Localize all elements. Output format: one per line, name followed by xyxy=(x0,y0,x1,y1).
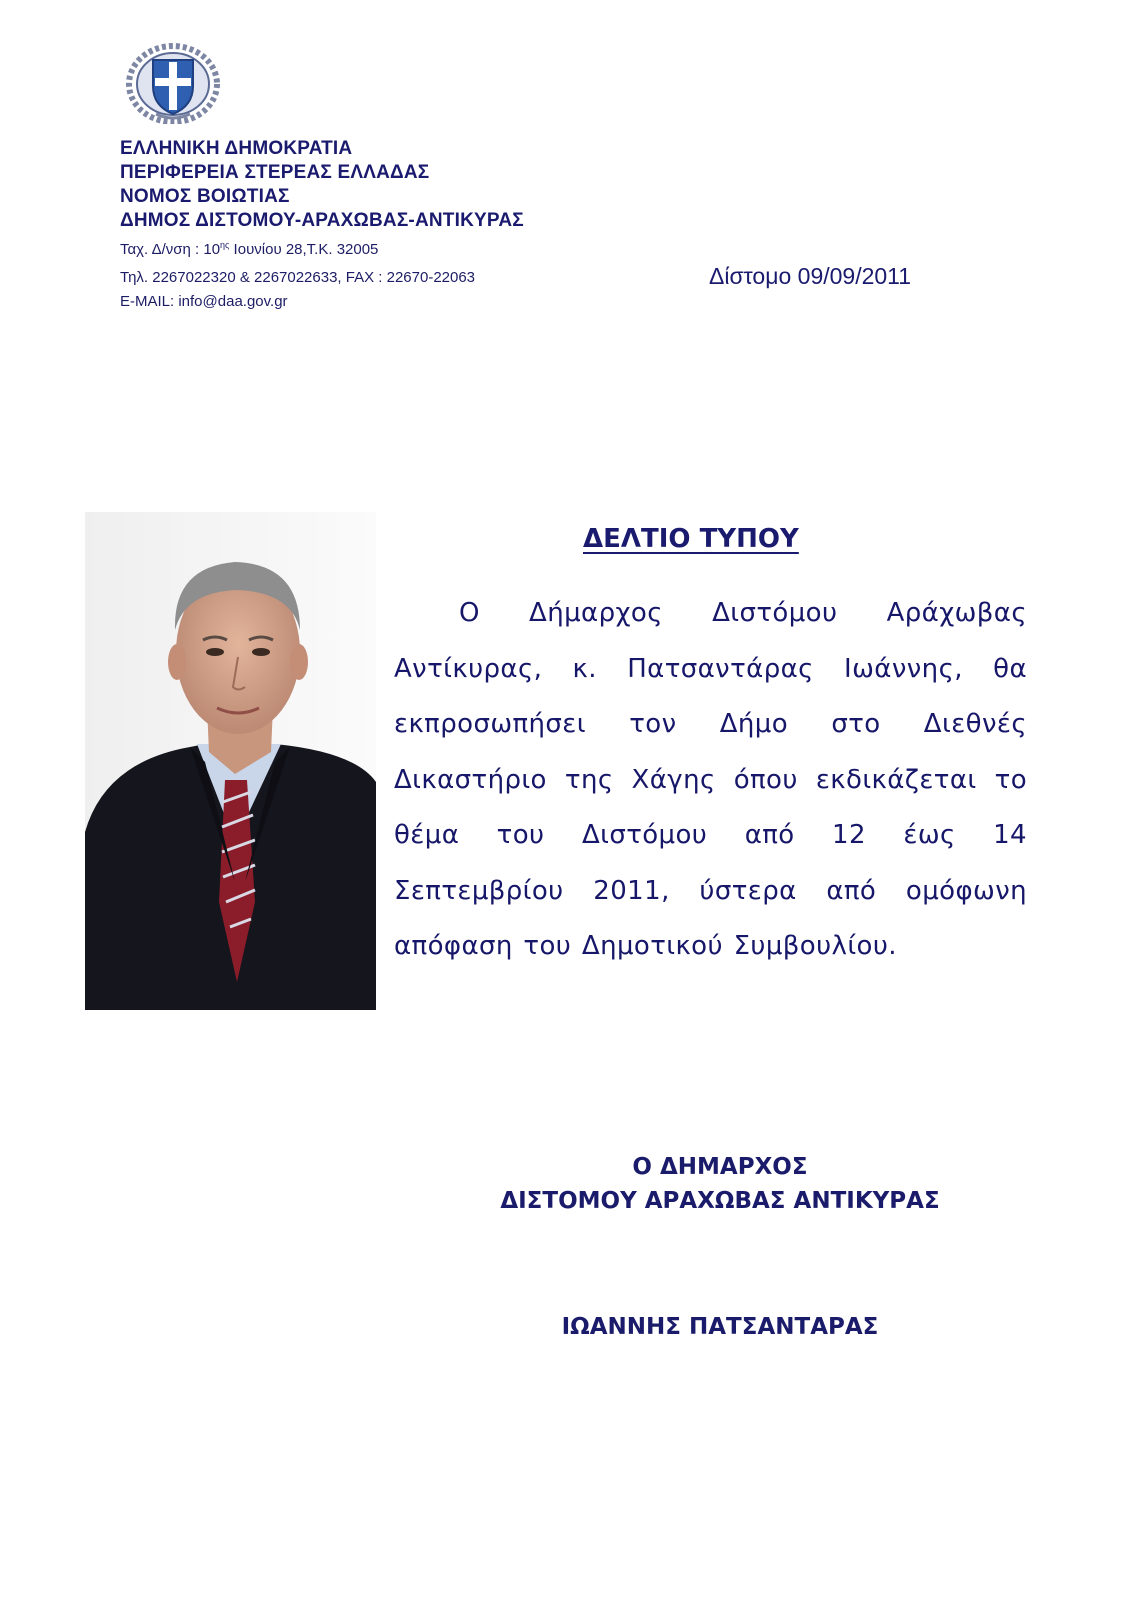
press-release-body: Ο Δήμαρχος Διστόμου Αράχωβας Αντίκυρας, κ. Πατσαντάρας Ιωάννης, θα εκπροσωπήσει τον Δήμο στο Διεθνές Δικαστήριο της Χάγης όπου εκδικάζεται το θέμα του Διστόμου από 12 έως 14 Σεπτεμβρίου 2011, ύστερα από ομόφωνη απόφαση του Δημοτικού Συμβουλίου. xyxy=(394,598,1027,961)
header-prefecture: ΝΟΜΟΣ ΒΟΙΩΤΙΑΣ xyxy=(120,186,290,207)
signature-municipality: ΔΙΣΤΟΜΟΥ ΑΡΑΧΩΒΑΣ ΑΝΤΙΚΥΡΑΣ xyxy=(500,1188,940,1214)
header-address-sup: ης xyxy=(220,240,230,250)
greek-republic-emblem-icon xyxy=(126,40,220,124)
signature-role: Ο ΔΗΜΑΡΧΟΣ xyxy=(632,1154,808,1180)
header-address xyxy=(120,233,524,262)
document-date: Δίστομο 09/09/2011 xyxy=(709,263,912,289)
signature-block xyxy=(440,1150,1000,1218)
header-address-suffix: Ιουνίου 28,Τ.Κ. 32005 xyxy=(229,241,379,258)
header-country: ΕΛΛΗΝΙΚΗ ΔΗΜΟΚΡΑΤΙΑ xyxy=(120,138,353,159)
header-region: ΠΕΡΙΦΕΡΕΙΑ ΣΤΕΡΕΑΣ ΕΛΛΑΔΑΣ xyxy=(120,162,430,183)
mayor-portrait-photo xyxy=(85,512,376,1010)
press-release-title: ΔΕΛΤΙΟ ΤΥΠΟΥ xyxy=(583,524,799,554)
header-email: E-MAIL: info@daa.gov.gr xyxy=(120,293,288,310)
header-phone: Τηλ. 2267022320 & 2267022633, FAX : 22670-22063 xyxy=(120,269,476,286)
letterhead xyxy=(120,137,524,314)
signature-name: ΙΩΑΝΝΗΣ ΠΑΤΣΑΝΤΑΡΑΣ xyxy=(561,1314,879,1340)
header-municipality: ΔΗΜΟΣ ΔΙΣΤΟΜΟΥ-ΑΡΑΧΩΒΑΣ-ΑΝΤΙΚΥΡΑΣ xyxy=(120,210,524,231)
header-address-prefix: Ταχ. Δ/νση : 10 xyxy=(120,241,221,258)
